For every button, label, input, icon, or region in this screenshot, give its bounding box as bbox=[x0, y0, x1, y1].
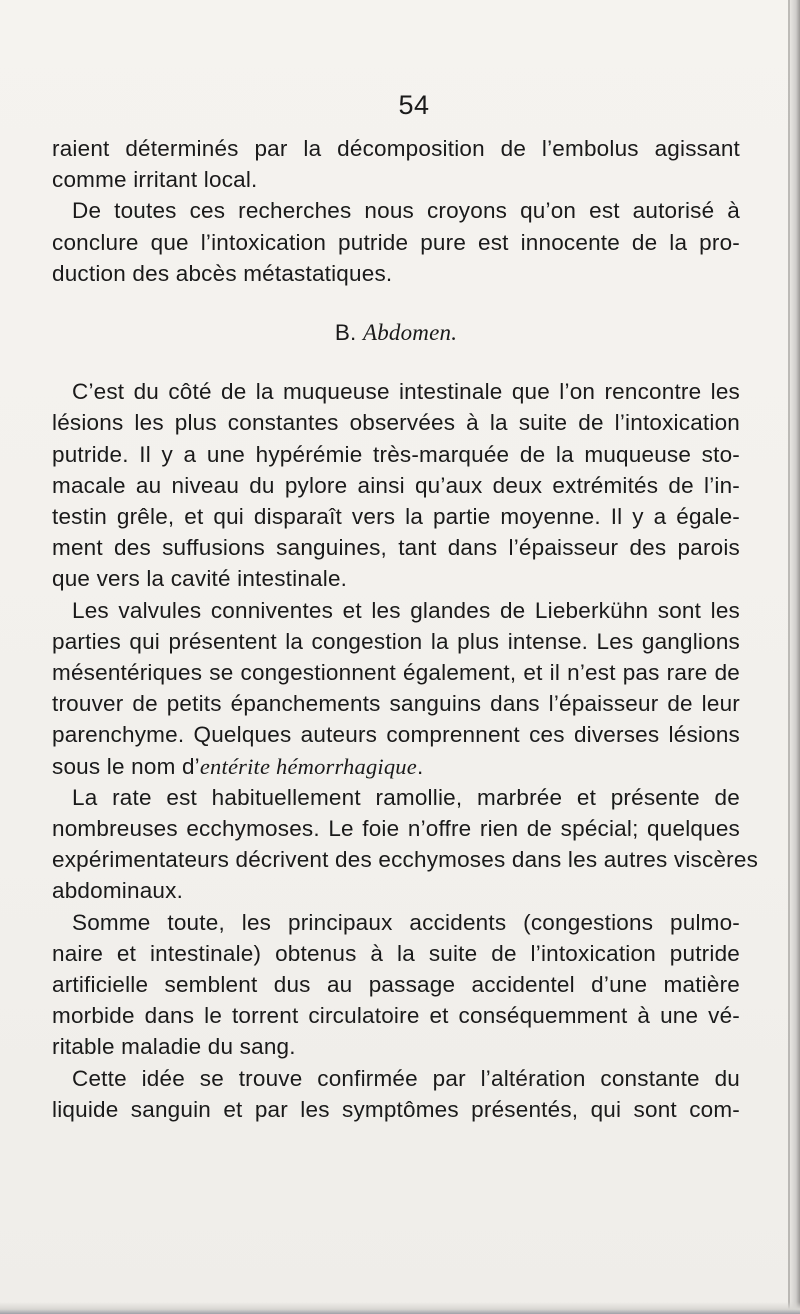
text-line: mésentériques se congestionnent également, et il n’est pas rare de bbox=[52, 660, 740, 686]
text-line: comme irritant local. bbox=[52, 167, 258, 193]
page-bottom-edge bbox=[0, 1302, 800, 1314]
text-line: morbide dans le torrent circulatoire et conséquemment à une vé- bbox=[52, 1003, 740, 1029]
section-heading bbox=[52, 317, 740, 348]
text-line: parties qui présentent la congestion la plus intense. Les ganglions bbox=[52, 628, 740, 654]
text-line: trouver de petits épanchements sanguins dans l’épaisseur de leur bbox=[52, 691, 740, 717]
text-line: conclure que l’intoxication putride pure est innocente de la pro- bbox=[52, 229, 740, 255]
body-text bbox=[52, 133, 759, 1125]
text-fragment: sous le nom d’ bbox=[52, 753, 200, 779]
text-line: abdominaux. bbox=[52, 878, 184, 904]
text-line: parenchyme. Quelques auteurs comprennent ces diverses lésions bbox=[52, 722, 740, 748]
text-line: Somme toute, les principaux accidents (congestions pulmo- bbox=[72, 909, 740, 935]
page-edge-shadow bbox=[790, 0, 800, 1314]
text-line-italic-term bbox=[52, 751, 740, 782]
text-line: La rate est habituellement ramollie, marbrée et présente de bbox=[72, 784, 740, 810]
text-line: testin grêle, et qui disparaît vers la partie moyenne. Il y a égale- bbox=[52, 504, 740, 530]
text-fragment: . bbox=[416, 753, 424, 779]
section-title: Abdomen. bbox=[362, 320, 458, 346]
text-line: ritable maladie du sang. bbox=[52, 1034, 296, 1060]
text-line: De toutes ces recherches nous croyons qu’on est autorisé à bbox=[72, 198, 740, 224]
text-line: ment des suffusions sanguines, tant dans l’épaisseur des parois bbox=[52, 535, 740, 561]
text-line: macale au niveau du pylore ainsi qu’aux deux extrémités de l’in- bbox=[52, 472, 740, 498]
text-line: putride. Il y a une hypérémie très-marquée de la muqueuse sto- bbox=[52, 441, 740, 467]
text-line: artificielle semblent dus au passage accidentel d’une matière bbox=[52, 972, 740, 998]
text-line: que vers la cavité intestinale. bbox=[52, 566, 348, 592]
text-line: duction des abcès métastatiques. bbox=[52, 260, 393, 286]
italic-term: entérite hémorrhagique bbox=[199, 753, 417, 779]
text-line: naire et intestinale) obtenus à la suite de l’intoxication putride bbox=[52, 940, 740, 966]
text-line: raient déterminés par la décomposition de l’embolus agissant bbox=[52, 136, 740, 161]
text-line: Les valvules conniventes et les glandes de Lieberkühn sont les bbox=[72, 597, 740, 623]
text-line: liquide sanguin et par les symptômes présentés, qui sont com- bbox=[52, 1096, 740, 1122]
text-line: C’est du côté de la muqueuse intestinale que l’on rencontre les bbox=[72, 379, 740, 405]
page-edge-line bbox=[788, 0, 790, 1314]
text-line: nombreuses ecchymoses. Le foie n’offre rien de spécial; quelques bbox=[52, 816, 740, 842]
text-line: expérimentateurs décrivent des ecchymoses dans les autres viscères bbox=[52, 847, 759, 873]
page-number: 54 bbox=[398, 90, 430, 120]
section-letter: B. bbox=[334, 320, 363, 346]
text-line: lésions les plus constantes observées à la suite de l’intoxication bbox=[52, 410, 740, 436]
text-line: Cette idée se trouve confirmée par l’altération constante du bbox=[72, 1065, 740, 1091]
